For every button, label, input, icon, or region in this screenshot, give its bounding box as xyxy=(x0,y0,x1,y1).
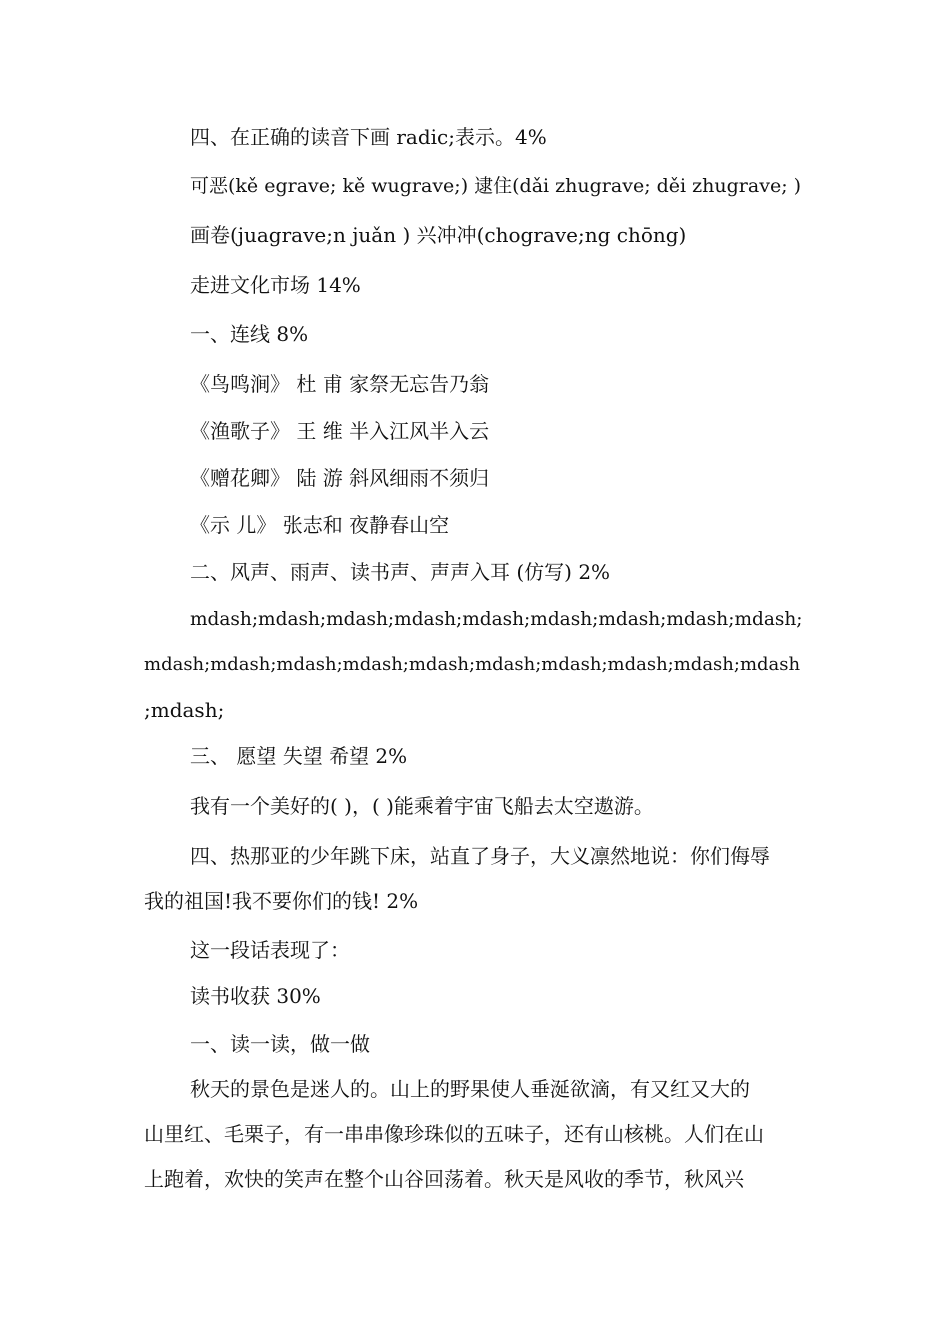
matching-row-1: 《鸟鸣涧》 杜 甫 家祭无忘告乃翁 xyxy=(190,372,490,396)
matching-row-4: 《示 儿》 张志和 夜静春山空 xyxy=(190,513,450,537)
matching-row-3: 《赠花卿》 陆 游 斜风细雨不须归 xyxy=(190,466,490,490)
section-reading-heading: 读书收获 30% xyxy=(190,984,321,1008)
reading-paragraph-line-3: 上跑着，欢快的笑声在整个山谷回荡着。秋天是风收的季节，秋风兴 xyxy=(144,1167,744,1191)
reading-paragraph-line-1: 秋天的景色是迷人的。山上的野果使人垂涎欲滴，有又红又大的 xyxy=(190,1077,750,1101)
passage-question-line-2: 我的祖国!我不要你们的钱! 2% xyxy=(144,889,419,913)
section-pronunciation-heading: 四、在正确的读音下画 radic;表示。4% xyxy=(190,125,547,149)
pronunciation-item-2: 画卷(juagrave;n juǎn ) 兴冲冲(chograve;ng chōng) xyxy=(190,223,687,247)
passage-question-prompt: 这一段话表现了： xyxy=(190,938,350,962)
answer-line-1: mdash;mdash;mdash;mdash;mdash;mdash;mdash;mdash;mdash; xyxy=(190,609,803,630)
section-culture-heading: 走进文化市场 14% xyxy=(190,273,361,297)
word-choice-sentence: 我有一个美好的( )，( )能乘着宇宙飞船去太空遨游。 xyxy=(190,794,654,818)
imitation-writing-heading: 二、风声、雨声、读书声、声声入耳 (仿写) 2% xyxy=(190,560,611,584)
passage-question-line-1: 四、热那亚的少年跳下床，站直了身子，大义凛然地说：你们侮辱 xyxy=(190,844,770,868)
reading-paragraph-line-2: 山里红、毛栗子，有一串串像珍珠似的五味子，还有山核桃。人们在山 xyxy=(144,1122,764,1146)
reading-subheading: 一、读一读，做一做 xyxy=(190,1032,370,1056)
pronunciation-item-1: 可恶(kě egrave; kě wugrave;) 逮住(dǎi zhugrave; děi zhugrave; ) xyxy=(190,175,802,197)
word-choice-heading: 三、 愿望 失望 希望 2% xyxy=(190,744,408,768)
matching-heading: 一、连线 8% xyxy=(190,322,309,346)
matching-row-2: 《渔歌子》 王 维 半入江风半入云 xyxy=(190,419,490,443)
answer-line-2: mdash;mdash;mdash;mdash;mdash;mdash;mdash;mdash;mdash;mdash xyxy=(144,654,801,675)
answer-line-3: ;mdash; xyxy=(144,698,225,722)
